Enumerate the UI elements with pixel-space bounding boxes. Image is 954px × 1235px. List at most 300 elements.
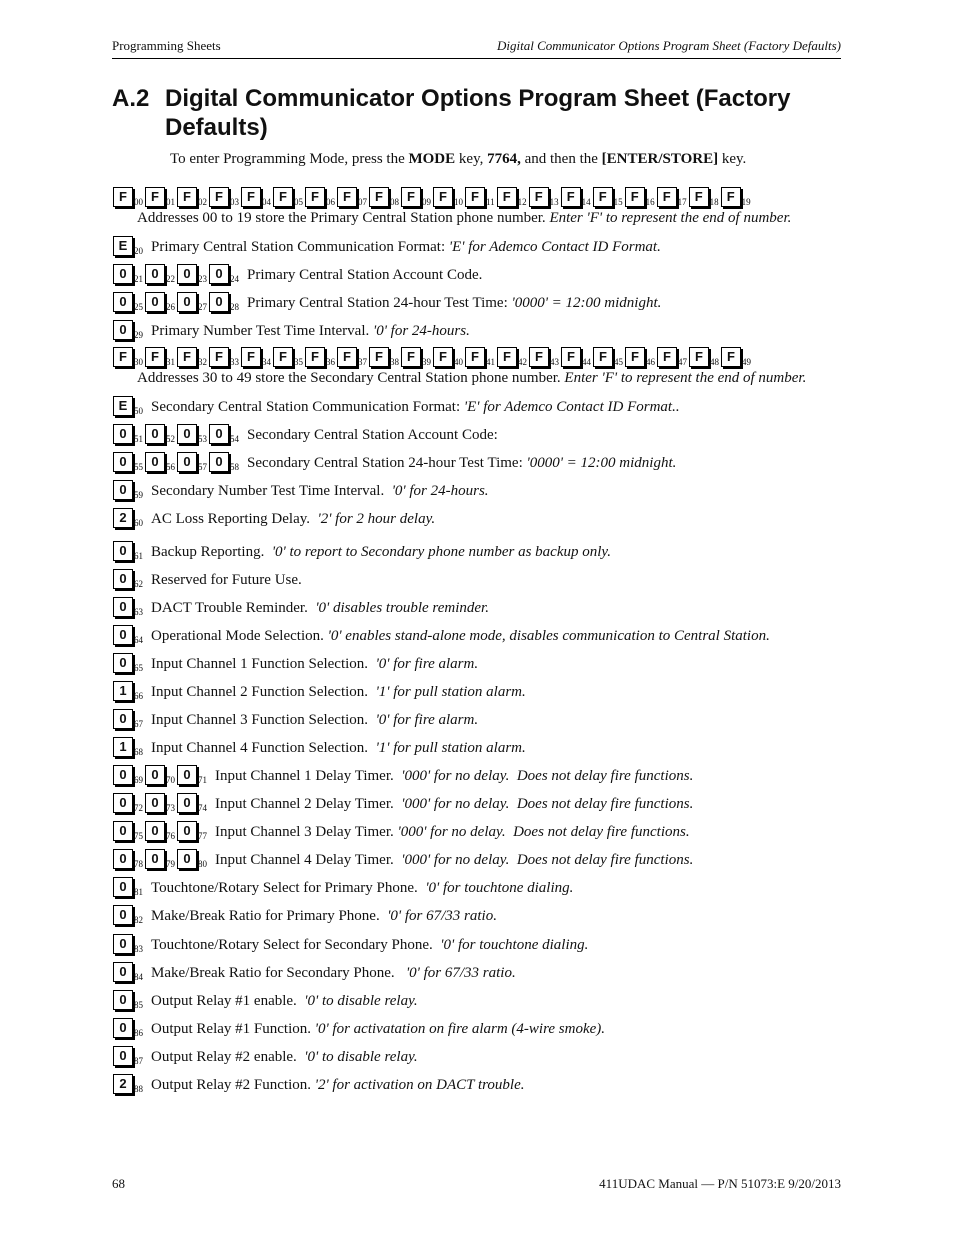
address-number: 11 — [486, 197, 495, 207]
address-cell — [113, 962, 145, 982]
address-number: 42 — [518, 357, 527, 367]
address-number: 39 — [422, 357, 431, 367]
address-cell — [145, 347, 177, 367]
section-heading — [112, 84, 852, 142]
address-number: 54 — [230, 434, 239, 444]
default-note: '0000' = 12:00 midnight. — [526, 455, 677, 471]
address-cell — [177, 424, 209, 444]
value-box: 0 — [145, 849, 165, 869]
value-box: F — [625, 347, 645, 367]
address-number: 06 — [326, 197, 335, 207]
program-row — [113, 930, 588, 954]
value-box: 0 — [113, 962, 133, 982]
row-description — [151, 628, 770, 645]
program-row — [113, 1014, 605, 1038]
address-number: 18 — [709, 197, 719, 207]
row-description — [215, 824, 690, 841]
address-number: 30 — [134, 357, 143, 367]
description-text: Input Channel 2 Delay Timer. — [215, 796, 402, 812]
default-note: '0' enables stand-alone mode, disables communication to Central Station. — [327, 628, 770, 644]
address-number: 07 — [358, 197, 367, 207]
address-number: 50 — [134, 406, 143, 416]
page-number: 68 — [112, 1176, 125, 1191]
value-box: F — [657, 347, 677, 367]
description-text: Secondary Central Station 24-hour Test Time: — [247, 455, 527, 471]
program-row — [113, 316, 470, 340]
header-title: Digital Communicator Options Program Sheet (Factory Defaults) — [497, 38, 841, 53]
value-box: 0 — [177, 821, 197, 841]
value-box: F — [337, 347, 357, 367]
address-cell — [177, 821, 209, 841]
address-number: 84 — [134, 972, 143, 982]
description-text: Output Relay #1 Function. — [151, 1021, 315, 1037]
default-note: '2' for activation on DACT trouble. — [314, 1077, 525, 1093]
address-number: 81 — [134, 887, 143, 897]
address-number: 56 — [166, 462, 175, 472]
secondary-phone-note — [137, 370, 806, 387]
value-box: 0 — [209, 264, 229, 284]
value-box: 0 — [113, 480, 133, 500]
description-text: Primary Central Station 24-hour Test Time: — [247, 295, 512, 311]
program-row — [113, 1070, 525, 1094]
address-cell — [113, 569, 145, 589]
value-box: 0 — [177, 452, 197, 472]
address-cell — [241, 187, 273, 207]
address-cell — [657, 187, 689, 207]
program-row — [113, 183, 753, 207]
value-box: 0 — [113, 625, 133, 645]
value-box: F — [209, 347, 229, 367]
value-box: 0 — [113, 765, 133, 785]
address-number: 52 — [166, 434, 175, 444]
footer-doc-info: 411UDAC Manual — P/N 51073:E 9/20/2013 — [599, 1176, 841, 1191]
address-number: 55 — [134, 462, 143, 472]
address-number: 77 — [198, 831, 207, 841]
value-box: F — [305, 347, 325, 367]
default-note: '0' to disable relay. — [304, 993, 418, 1009]
row-description — [151, 684, 526, 701]
address-number: 63 — [134, 607, 143, 617]
default-note: '2' for 2 hour delay. — [317, 511, 436, 527]
default-note: '0' for activatation on fire alarm (4-wire smoke). — [314, 1021, 606, 1037]
row-description — [151, 511, 435, 528]
value-box: F — [593, 347, 613, 367]
address-number: 71 — [198, 775, 207, 785]
value-box: F — [145, 187, 165, 207]
value-box: F — [273, 347, 293, 367]
description-text: Output Relay #1 enable. — [151, 993, 305, 1009]
address-cell — [337, 187, 369, 207]
value-box: 0 — [145, 821, 165, 841]
value-box: F — [401, 187, 421, 207]
address-cell — [113, 452, 145, 472]
value-box: F — [113, 347, 133, 367]
program-row — [113, 288, 661, 312]
program-row — [113, 901, 497, 925]
program-row — [113, 392, 680, 416]
address-number: 80 — [198, 859, 207, 869]
address-number: 15 — [613, 197, 623, 207]
value-box: 0 — [145, 292, 165, 312]
address-cell — [177, 452, 209, 472]
value-box: 0 — [145, 793, 165, 813]
description-text: Secondary Number Test Time Interval. — [151, 483, 392, 499]
value-box: F — [497, 187, 517, 207]
address-number: 13 — [549, 197, 559, 207]
value-box: 2 — [113, 508, 133, 528]
address-number: 09 — [422, 197, 431, 207]
address-number: 08 — [390, 197, 399, 207]
address-number: 66 — [134, 691, 143, 701]
description-text: Secondary Central Station Account Code: — [247, 427, 498, 443]
row-description — [151, 656, 478, 673]
address-number: 05 — [294, 197, 303, 207]
address-number: 82 — [134, 915, 143, 925]
default-note: '0' to disable relay. — [304, 1049, 418, 1065]
address-number: 24 — [230, 274, 239, 284]
address-cell — [113, 849, 145, 869]
value-box: F — [241, 347, 261, 367]
address-number: 86 — [134, 1028, 143, 1038]
address-cell — [177, 849, 209, 869]
row-description — [151, 908, 497, 925]
value-box: E — [113, 236, 133, 256]
row-description — [151, 544, 611, 561]
address-number: 64 — [134, 635, 143, 645]
program-row — [113, 649, 478, 673]
address-cell — [113, 821, 145, 841]
address-cell — [689, 347, 721, 367]
row-description — [151, 323, 470, 340]
address-number: 59 — [134, 490, 143, 500]
address-number: 40 — [454, 357, 463, 367]
default-note: '1' for pull station alarm. — [375, 740, 526, 756]
address-cell — [433, 187, 465, 207]
value-box: 0 — [113, 990, 133, 1010]
program-row — [113, 873, 573, 897]
value-box: 0 — [177, 292, 197, 312]
value-box: F — [433, 187, 453, 207]
address-number: 87 — [134, 1056, 143, 1066]
default-note: '0000' = 12:00 midnight. — [511, 295, 662, 311]
address-number: 68 — [134, 747, 143, 757]
address-cell — [145, 424, 177, 444]
value-box: 0 — [209, 452, 229, 472]
address-cell — [529, 347, 561, 367]
address-number: 26 — [166, 302, 175, 312]
value-box: F — [369, 187, 389, 207]
address-cell — [145, 187, 177, 207]
address-number: 41 — [486, 357, 495, 367]
address-cell — [305, 347, 337, 367]
address-cell — [145, 765, 177, 785]
address-cell — [113, 793, 145, 813]
description-text: Input Channel 3 Delay Timer. — [215, 824, 398, 840]
address-number: 37 — [358, 357, 367, 367]
program-row — [113, 537, 611, 561]
default-note: '000' for no delay. Does not delay fire functions. — [397, 824, 690, 840]
value-box: 0 — [177, 264, 197, 284]
address-number: 20 — [134, 246, 143, 256]
default-note: 'E' for Ademco Contact ID Format. — [448, 239, 661, 255]
address-number: 02 — [198, 197, 207, 207]
address-cell — [209, 292, 241, 312]
address-cell — [113, 990, 145, 1010]
description-text: Input Channel 4 Function Selection. — [151, 740, 376, 756]
description-text: Reserved for Future Use. — [151, 572, 302, 588]
description-text: Output Relay #2 enable. — [151, 1049, 305, 1065]
address-number: 21 — [134, 274, 143, 284]
value-box: F — [241, 187, 261, 207]
value-box: F — [529, 187, 549, 207]
value-box: F — [689, 187, 709, 207]
address-cell — [145, 264, 177, 284]
address-cell — [113, 1046, 145, 1066]
description-text: Backup Reporting. — [151, 544, 272, 560]
address-number: 57 — [198, 462, 207, 472]
row-description — [151, 239, 661, 256]
row-description — [215, 768, 693, 785]
default-note: '0' for touchtone dialing. — [425, 880, 574, 896]
address-cell — [561, 187, 593, 207]
row-description — [151, 1049, 418, 1066]
description-text: Make/Break Ratio for Primary Phone. — [151, 908, 388, 924]
address-number: 35 — [294, 357, 303, 367]
address-cell — [305, 187, 337, 207]
address-cell — [113, 320, 145, 340]
address-number: 65 — [134, 663, 143, 673]
address-cell — [113, 187, 145, 207]
address-cell — [657, 347, 689, 367]
description-text: Input Channel 3 Function Selection. — [151, 712, 376, 728]
address-cell — [113, 424, 145, 444]
program-row — [113, 621, 770, 645]
address-number: 75 — [134, 831, 143, 841]
address-cell — [401, 347, 433, 367]
intro-text: key, — [455, 151, 488, 167]
address-cell — [113, 625, 145, 645]
program-row — [113, 733, 526, 757]
address-number: 60 — [134, 518, 143, 528]
row-description — [151, 600, 489, 617]
address-cell — [465, 187, 497, 207]
default-note: '0' for 67/33 ratio. — [405, 965, 516, 981]
address-number: 14 — [581, 197, 591, 207]
address-number: 70 — [166, 775, 175, 785]
program-row — [113, 260, 482, 284]
address-number: 34 — [262, 357, 271, 367]
value-box: 0 — [177, 424, 197, 444]
value-box: F — [369, 347, 389, 367]
address-cell — [177, 793, 209, 813]
intro-text: and then the — [520, 151, 602, 167]
address-cell — [433, 347, 465, 367]
address-number: 00 — [134, 197, 143, 207]
row-description — [151, 880, 573, 897]
description-text: Input Channel 1 Delay Timer. — [215, 768, 402, 784]
address-number: 45 — [614, 357, 623, 367]
row-description — [215, 796, 693, 813]
primary-phone-note — [137, 210, 791, 227]
value-box: 0 — [113, 264, 133, 284]
address-cell — [113, 1018, 145, 1038]
address-number: 62 — [134, 579, 143, 589]
value-box: F — [113, 187, 133, 207]
row-description — [151, 572, 302, 589]
address-number: 83 — [134, 944, 143, 954]
value-box: 0 — [145, 424, 165, 444]
address-number: 74 — [198, 803, 207, 813]
value-box: 0 — [113, 709, 133, 729]
default-note: '0' for 24-hours. — [391, 483, 489, 499]
address-number: 16 — [645, 197, 655, 207]
value-box: 0 — [113, 821, 133, 841]
address-number: 85 — [134, 1000, 143, 1010]
program-row — [113, 845, 693, 869]
address-cell — [113, 508, 145, 528]
address-cell — [113, 1074, 145, 1094]
program-row — [113, 565, 302, 589]
row-description — [247, 295, 661, 312]
intro-text: key. — [718, 151, 747, 167]
address-number: 43 — [550, 357, 559, 367]
value-box: 0 — [113, 877, 133, 897]
address-number: 51 — [134, 434, 143, 444]
value-box: 0 — [113, 934, 133, 954]
value-box: 0 — [145, 452, 165, 472]
row-description — [151, 399, 680, 416]
default-note: '0' disables trouble reminder. — [315, 600, 489, 616]
value-box: F — [209, 187, 229, 207]
address-number: 32 — [198, 357, 207, 367]
note-text: Addresses 30 to 49 store the Secondary Central Station phone number. — [137, 370, 565, 386]
default-note: '0' for 24-hours. — [372, 323, 470, 339]
section-number: A.2 — [112, 85, 150, 112]
value-box: F — [177, 347, 197, 367]
address-number: 33 — [230, 357, 239, 367]
address-number: 49 — [742, 357, 751, 367]
address-cell — [689, 187, 721, 207]
description-text: Primary Number Test Time Interval. — [151, 323, 373, 339]
address-cell — [209, 452, 241, 472]
address-cell — [113, 396, 145, 416]
value-box: F — [465, 187, 485, 207]
address-cell — [113, 765, 145, 785]
address-cell — [273, 187, 305, 207]
value-box: 0 — [113, 1018, 133, 1038]
address-cell — [529, 187, 561, 207]
description-text: Input Channel 4 Delay Timer. — [215, 852, 402, 868]
value-box: F — [497, 347, 517, 367]
program-row — [113, 761, 693, 785]
row-description — [247, 427, 498, 444]
intro-paragraph — [170, 151, 746, 168]
program-row — [113, 476, 489, 500]
value-box: 0 — [113, 849, 133, 869]
value-box: 0 — [177, 849, 197, 869]
row-description — [151, 712, 478, 729]
value-box: F — [273, 187, 293, 207]
address-cell — [497, 187, 529, 207]
value-box: 0 — [113, 292, 133, 312]
address-cell — [113, 292, 145, 312]
address-cell — [369, 187, 401, 207]
address-cell — [177, 292, 209, 312]
row-description — [151, 937, 588, 954]
address-cell — [273, 347, 305, 367]
address-number: 36 — [326, 357, 335, 367]
value-box: F — [721, 347, 741, 367]
address-number: 28 — [230, 302, 239, 312]
default-note: '000' for no delay. Does not delay fire functions. — [401, 852, 694, 868]
value-box: 0 — [113, 424, 133, 444]
address-number: 76 — [166, 831, 175, 841]
program-row — [113, 705, 478, 729]
address-cell — [625, 347, 657, 367]
address-number: 58 — [230, 462, 239, 472]
value-box: 0 — [113, 1046, 133, 1066]
address-cell — [721, 187, 753, 207]
address-number: 25 — [134, 302, 143, 312]
program-row — [113, 958, 516, 982]
mode-key: MODE — [408, 151, 456, 167]
address-number: 78 — [134, 859, 143, 869]
address-number: 03 — [230, 197, 239, 207]
value-box: 0 — [145, 264, 165, 284]
value-box: F — [561, 187, 581, 207]
address-number: 22 — [166, 274, 175, 284]
address-cell — [113, 934, 145, 954]
intro-text: To enter Programming Mode, press the — [170, 151, 409, 167]
value-box: 0 — [113, 541, 133, 561]
program-row — [113, 677, 526, 701]
value-box: 0 — [177, 765, 197, 785]
address-cell — [113, 681, 145, 701]
description-text: DACT Trouble Reminder. — [151, 600, 316, 616]
address-number: 61 — [134, 551, 143, 561]
address-number: 48 — [710, 357, 719, 367]
address-number: 69 — [134, 775, 143, 785]
address-cell — [593, 187, 625, 207]
address-cell — [209, 264, 241, 284]
value-box: 0 — [209, 292, 229, 312]
address-cell — [113, 480, 145, 500]
address-number: 53 — [198, 434, 207, 444]
section-title: Digital Communicator Options Program Sheet (Factory Defaults) — [165, 85, 791, 141]
default-note: '000' for no delay. Does not delay fire functions. — [401, 796, 694, 812]
value-box: F — [561, 347, 581, 367]
address-number: 44 — [582, 357, 591, 367]
description-text: Input Channel 1 Function Selection. — [151, 656, 376, 672]
description-text: Primary Central Station Account Code. — [247, 267, 483, 283]
address-cell — [145, 452, 177, 472]
row-description — [215, 852, 693, 869]
default-note: '0' for fire alarm. — [375, 712, 479, 728]
value-box: F — [529, 347, 549, 367]
address-cell — [401, 187, 433, 207]
header-section: Programming Sheets — [112, 38, 221, 53]
default-note: '000' for no delay. Does not delay fire functions. — [401, 768, 694, 784]
description-text: Secondary Central Station Communication Format: — [151, 399, 464, 415]
value-box: F — [305, 187, 325, 207]
address-cell — [145, 821, 177, 841]
default-note: '0' to report to Secondary phone number as backup only. — [271, 544, 611, 560]
value-box: F — [593, 187, 613, 207]
value-box: E — [113, 396, 133, 416]
address-number: 23 — [198, 274, 207, 284]
value-box: 0 — [113, 793, 133, 813]
row-description — [151, 965, 516, 982]
